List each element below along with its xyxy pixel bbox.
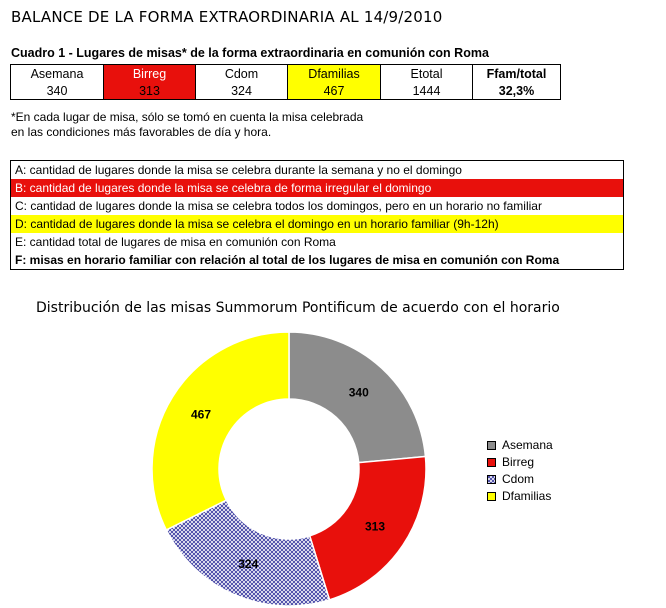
header-cdom: Cdom [196,65,288,83]
legend-swatch-dfamilias [487,492,496,501]
definition-e: E: cantidad total de lugares de misa en comunión con Roma [15,235,336,249]
slice-label-birreg: 313 [365,519,386,534]
legend-label-birreg: Birreg [502,455,535,469]
value-birreg: 313 [104,82,196,100]
legend-item-cdom [487,471,553,488]
legend-swatch-asemana [487,441,496,450]
legend-label-dfamilias: Dfamilias [502,489,552,503]
header-ffam-total: Ffam/total [473,65,561,83]
slice-label-asemana: 340 [348,385,369,400]
value-dfamilias: 467 [288,82,381,100]
slice-label-dfamilias: 467 [191,407,212,422]
header-etotal: Etotal [381,65,473,83]
chart-title: Distribución de las misas Summorum Pontificum de acuerdo con el horario [36,300,560,316]
legend-item-birreg [487,454,553,471]
header-birreg: Birreg [104,65,196,83]
definition-b: B: cantidad de lugares donde la misa se celebra de forma irregular el domingo [11,179,623,197]
slice-label-cdom: 324 [238,557,259,572]
legend-label-cdom: Cdom [502,472,535,486]
value-etotal: 1444 [381,82,473,100]
legend-item-asemana [487,437,553,454]
definition-d: D: cantidad de lugares donde la misa se celebra el domingo en un horario familiar (9h-12h) [11,215,623,233]
chart-legend [487,437,553,505]
value-asemana: 340 [11,82,104,100]
legend-label-asemana: Asemana [502,438,553,452]
legend-swatch-cdom [487,475,496,484]
definition-a: A: cantidad de lugares donde la misa se celebra durante la semana y no el domingo [15,163,462,177]
slice-dfamilias [152,332,289,530]
value-cdom: 324 [196,82,288,100]
table-caption: Cuadro 1 - Lugares de misas* de la forma extraordinaria en comunión con Roma [11,46,489,60]
header-dfamilias: Dfamilias [288,65,381,83]
legend-item-dfamilias [487,488,553,505]
definition-f: F: misas en horario familiar con relación al total de los lugares de misa en comunión con Roma [15,253,560,267]
legend-swatch-birreg [487,458,496,467]
value-ffam-total: 32,3% [473,82,561,100]
page-title: BALANCE DE LA FORMA EXTRAORDINARIA AL 14/9/2010 [11,8,443,26]
footnote-line-2: en las condiciones más favorables de día y hora. [11,125,272,139]
header-asemana: Asemana [11,65,104,83]
definition-c: C: cantidad de lugares donde la misa se celebra todos los domingos, pero en un horario no familiar [15,199,542,213]
footnote-line-1: *En cada lugar de misa, sólo se tomó en cuenta la misa celebrada [11,110,364,124]
